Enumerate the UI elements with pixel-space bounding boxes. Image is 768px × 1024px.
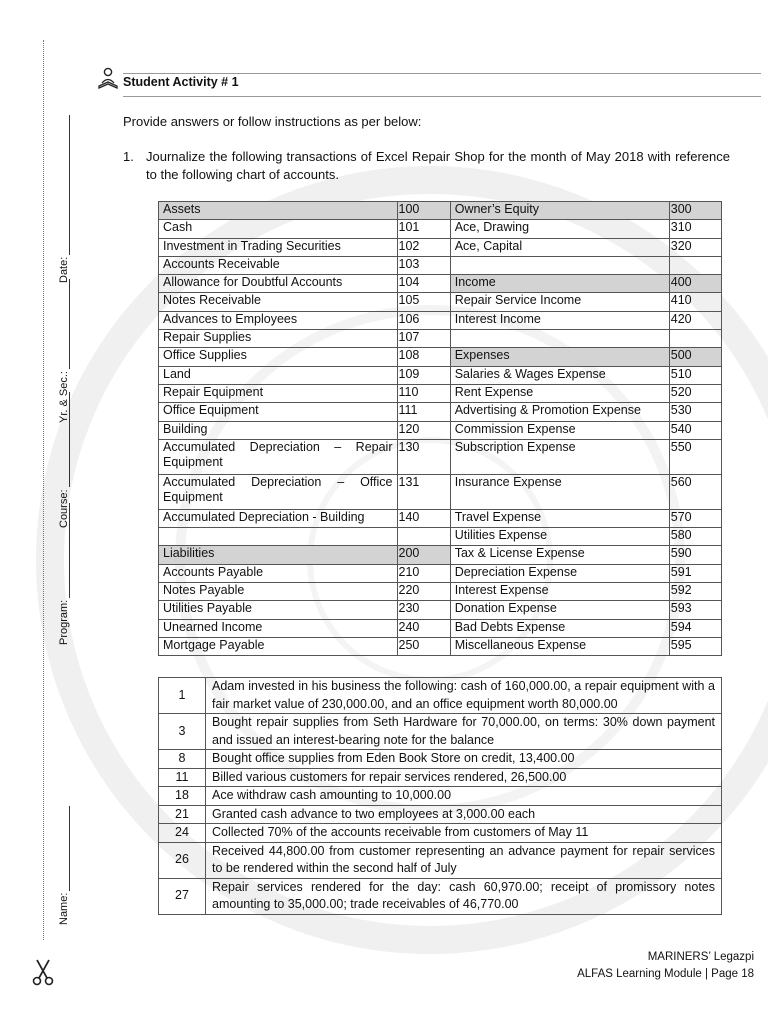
- account-row: [159, 546, 722, 564]
- transaction-row: [159, 787, 722, 806]
- account-name: [159, 528, 398, 546]
- item-number: 1.: [123, 149, 134, 164]
- account-name: Accounts Payable: [159, 564, 398, 582]
- account-row: [159, 439, 722, 474]
- transaction-description: Adam invested in his business the following: cash of 160,000.00, a repair equipment with a fair market value of 230,000.00, and an office equipment worth 80,000.00: [206, 678, 722, 714]
- account-name: Tax & License Expense: [450, 546, 669, 564]
- account-row: [159, 619, 722, 637]
- account-name: Advances to Employees: [159, 311, 398, 329]
- account-row: [159, 403, 722, 421]
- account-number: 530: [669, 403, 721, 421]
- date-field: [58, 115, 70, 283]
- account-name: Building: [159, 421, 398, 439]
- transaction-row: [159, 824, 722, 843]
- account-number: 102: [397, 238, 450, 256]
- account-row: [159, 220, 722, 238]
- account-row: [159, 238, 722, 256]
- account-name: Office Supplies: [159, 348, 398, 366]
- account-name: Accumulated Depreciation – Office Equipment: [159, 474, 398, 509]
- footer-page: ALFAS Learning Module | Page 18: [577, 968, 754, 980]
- account-number: [669, 256, 721, 274]
- account-name: Insurance Expense: [450, 474, 669, 509]
- transaction-description: Granted cash advance to two employees at 3,000.00 each: [206, 805, 722, 824]
- account-name: Interest Income: [450, 311, 669, 329]
- footer-school: MARINERS’ Legazpi: [647, 951, 754, 963]
- account-number: 110: [397, 384, 450, 402]
- account-row: [159, 330, 722, 348]
- account-name: Utilities Payable: [159, 601, 398, 619]
- account-name: Repair Service Income: [450, 293, 669, 311]
- account-number: 550: [669, 439, 721, 474]
- transaction-description: Received 44,800.00 from customer representing an advance payment for repair services to be rendered within the second half of July: [206, 842, 722, 878]
- account-number: 131: [397, 474, 450, 509]
- account-number: 140: [397, 509, 450, 527]
- account-number: 594: [669, 619, 721, 637]
- account-row: [159, 528, 722, 546]
- account-number: 500: [669, 348, 721, 366]
- date-label: Date:: [58, 256, 70, 283]
- account-name: Utilities Expense: [450, 528, 669, 546]
- account-name: Owner’s Equity: [450, 202, 669, 220]
- activity-header: [96, 65, 762, 97]
- instructions-text: Provide answers or follow instructions as per below:: [123, 114, 422, 129]
- transaction-day: 11: [159, 768, 206, 787]
- account-row: [159, 601, 722, 619]
- account-number: [669, 330, 721, 348]
- transaction-description: Billed various customers for repair services rendered, 26,500.00: [206, 768, 722, 787]
- transaction-row: [159, 678, 722, 714]
- account-number: 106: [397, 311, 450, 329]
- account-name: Depreciation Expense: [450, 564, 669, 582]
- account-number: 580: [669, 528, 721, 546]
- account-number: 230: [397, 601, 450, 619]
- account-row: [159, 256, 722, 274]
- account-row: [159, 583, 722, 601]
- account-number: 108: [397, 348, 450, 366]
- account-name: Liabilities: [159, 546, 398, 564]
- student-reading-icon: [96, 67, 120, 89]
- transactions-table: [158, 677, 722, 915]
- account-name: Mortgage Payable: [159, 637, 398, 655]
- account-name: Repair Equipment: [159, 384, 398, 402]
- account-name: Assets: [159, 202, 398, 220]
- account-number: 100: [397, 202, 450, 220]
- account-name: Rent Expense: [450, 384, 669, 402]
- transaction-day: 26: [159, 842, 206, 878]
- account-name: Miscellaneous Expense: [450, 637, 669, 655]
- account-row: [159, 202, 722, 220]
- account-row: [159, 564, 722, 582]
- account-name: Notes Receivable: [159, 293, 398, 311]
- transaction-day: 3: [159, 714, 206, 750]
- account-number: 320: [669, 238, 721, 256]
- account-name: Subscription Expense: [450, 439, 669, 474]
- transaction-description: Repair services rendered for the day: cash 60,970.00; receipt of promissory notes amounting to 35,000.00; trade receivables of 46,770.00: [206, 878, 722, 914]
- name-label: Name:: [58, 892, 70, 925]
- yr-sec-label: Yr. & Sec.:: [58, 371, 70, 423]
- transaction-row: [159, 842, 722, 878]
- account-number: 420: [669, 311, 721, 329]
- account-name: Repair Supplies: [159, 330, 398, 348]
- account-name: Commission Expense: [450, 421, 669, 439]
- account-name: Investment in Trading Securities: [159, 238, 398, 256]
- account-name: Expenses: [450, 348, 669, 366]
- chart-of-accounts-table: [158, 201, 722, 656]
- account-row: [159, 637, 722, 655]
- account-name: Salaries & Wages Expense: [450, 366, 669, 384]
- account-row: [159, 474, 722, 509]
- account-number: 520: [669, 384, 721, 402]
- program-label: Program:: [58, 599, 70, 645]
- transaction-day: 18: [159, 787, 206, 806]
- yr-sec-field: [58, 279, 70, 423]
- account-number: 300: [669, 202, 721, 220]
- account-name: [450, 256, 669, 274]
- transaction-description: Bought repair supplies from Seth Hardware for 70,000.00, on terms: 30% down payment and issued an interest-bearing note for the balance: [206, 714, 722, 750]
- course-label: Course:: [58, 489, 70, 528]
- account-number: 410: [669, 293, 721, 311]
- account-name: Notes Payable: [159, 583, 398, 601]
- name-field: [58, 806, 70, 925]
- transaction-description: Collected 70% of the accounts receivable from customers of May 11: [206, 824, 722, 843]
- account-row: [159, 366, 722, 384]
- account-row: [159, 509, 722, 527]
- account-number: 200: [397, 546, 450, 564]
- account-name: Cash: [159, 220, 398, 238]
- transaction-day: 27: [159, 878, 206, 914]
- account-number: 570: [669, 509, 721, 527]
- account-row: [159, 311, 722, 329]
- account-number: 111: [397, 403, 450, 421]
- account-number: 510: [669, 366, 721, 384]
- account-row: [159, 275, 722, 293]
- account-name: Travel Expense: [450, 509, 669, 527]
- account-row: [159, 348, 722, 366]
- item-instruction: Journalize the following transactions of Excel Repair Shop for the month of May 2018 with reference to the following chart of accounts.: [146, 149, 730, 182]
- account-name: Office Equipment: [159, 403, 398, 421]
- transaction-day: 1: [159, 678, 206, 714]
- transaction-row: [159, 805, 722, 824]
- account-name: Accumulated Depreciation – Repair Equipment: [159, 439, 398, 474]
- transaction-day: 24: [159, 824, 206, 843]
- account-row: [159, 384, 722, 402]
- account-number: 220: [397, 583, 450, 601]
- account-number: 210: [397, 564, 450, 582]
- account-number: 560: [669, 474, 721, 509]
- account-name: Ace, Capital: [450, 238, 669, 256]
- transaction-row: [159, 878, 722, 914]
- scissors-icon: [31, 958, 55, 986]
- account-number: 310: [669, 220, 721, 238]
- account-number: 120: [397, 421, 450, 439]
- account-name: Ace, Drawing: [450, 220, 669, 238]
- page-footer: [577, 949, 754, 983]
- account-name: Unearned Income: [159, 619, 398, 637]
- transaction-row: [159, 714, 722, 750]
- account-number: 130: [397, 439, 450, 474]
- account-number: 240: [397, 619, 450, 637]
- account-row: [159, 293, 722, 311]
- header-rule-top: [123, 73, 761, 74]
- account-number: 595: [669, 637, 721, 655]
- account-number: 540: [669, 421, 721, 439]
- header-rule-bottom: [123, 96, 761, 97]
- account-number: 104: [397, 275, 450, 293]
- transaction-day: 21: [159, 805, 206, 824]
- account-name: Income: [450, 275, 669, 293]
- account-number: 591: [669, 564, 721, 582]
- account-name: Land: [159, 366, 398, 384]
- account-name: Accounts Receivable: [159, 256, 398, 274]
- transaction-description: Ace withdraw cash amounting to 10,000.00: [206, 787, 722, 806]
- account-number: 250: [397, 637, 450, 655]
- account-number: 105: [397, 293, 450, 311]
- account-name: Interest Expense: [450, 583, 669, 601]
- transaction-row: [159, 768, 722, 787]
- account-name: Allowance for Doubtful Accounts: [159, 275, 398, 293]
- transaction-row: [159, 750, 722, 769]
- transaction-day: 8: [159, 750, 206, 769]
- account-name: Bad Debts Expense: [450, 619, 669, 637]
- transaction-description: Bought office supplies from Eden Book Store on credit, 13,400.00: [206, 750, 722, 769]
- activity-title: Student Activity # 1: [123, 75, 239, 89]
- account-number: 592: [669, 583, 721, 601]
- account-row: [159, 421, 722, 439]
- account-number: [397, 528, 450, 546]
- account-name: Advertising & Promotion Expense: [450, 403, 669, 421]
- account-number: 593: [669, 601, 721, 619]
- account-number: 590: [669, 546, 721, 564]
- account-name: [450, 330, 669, 348]
- account-number: 103: [397, 256, 450, 274]
- student-info-strip: [0, 0, 70, 1024]
- account-number: 107: [397, 330, 450, 348]
- account-name: Accumulated Depreciation - Building: [159, 509, 398, 527]
- account-name: Donation Expense: [450, 601, 669, 619]
- account-number: 109: [397, 366, 450, 384]
- account-number: 400: [669, 275, 721, 293]
- account-number: 101: [397, 220, 450, 238]
